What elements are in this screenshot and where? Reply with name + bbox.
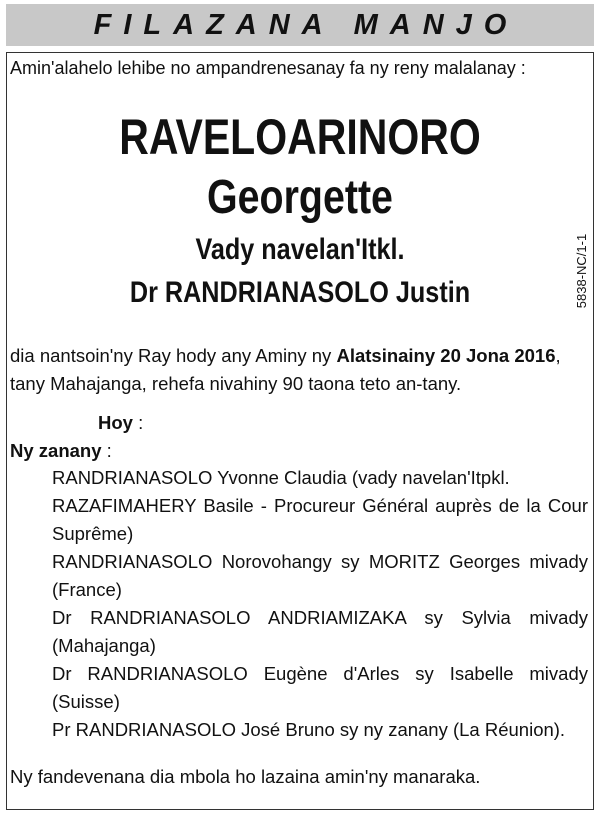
announcement-after: , tany Mahajanga, rehefa nivahiny 90 taona teto an-tany. (10, 345, 561, 394)
list-item: RANDRIANASOLO Norovohangy sy MORITZ Georges mivady (France) (52, 551, 588, 600)
list-item: Dr RANDRIANASOLO ANDRIAMIZAKA sy Sylvia mivady (Mahajanga) (52, 607, 588, 656)
spouse-line-2: Dr RANDRIANASOLO Justin (129, 276, 471, 309)
announcement-date: Alatsinainy 20 Jona 2016 (336, 345, 556, 366)
deceased-surname: RAVELOARINORO (119, 109, 481, 165)
closing-text: Ny fandevenana dia mbola ho lazaina amin'ny manaraka. (10, 766, 481, 787)
announcement-before: dia nantsoin'ny Ray hody any Aminy ny (10, 345, 337, 366)
list-item: RAZAFIMAHERY Basile - Procureur Général auprès de la Cour Suprême) (52, 495, 588, 544)
hoy-heading (98, 412, 143, 434)
header-banner (6, 4, 594, 46)
list-item: RANDRIANASOLO Yvonne Claudia (vady navelan'Itpkl. (52, 467, 510, 488)
children-heading (10, 440, 112, 462)
reference-code: 5838-NC/1-1 (574, 233, 589, 309)
hoy-label: Hoy (98, 412, 133, 433)
announcement-paragraph (10, 342, 588, 398)
children-list (52, 464, 588, 744)
spouse-line-1: Vady navelan'Itkl. (195, 233, 405, 266)
intro-text: Amin'alahelo lehibe no ampandrenesanay fa ny reny malalanay : (10, 58, 526, 78)
hoy-suffix: : (132, 412, 144, 433)
list-item: Pr RANDRIANASOLO José Bruno sy ny zanany (La Réunion). (52, 719, 566, 740)
children-label: Ny zanany (10, 440, 102, 461)
list-item: Dr RANDRIANASOLO Eugène d'Arles sy Isabelle mivady (Suisse) (52, 663, 588, 712)
header-title: FILAZANA MANJO (93, 8, 519, 41)
deceased-given-name: Georgette (207, 171, 393, 224)
children-suffix: : (101, 440, 112, 461)
